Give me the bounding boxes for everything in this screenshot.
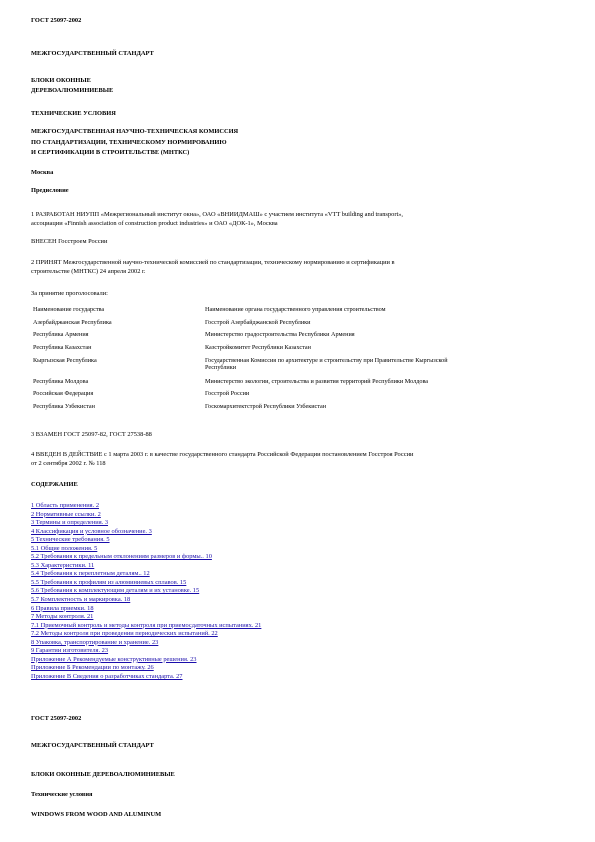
table-cell-body: Министерство экологии, строительства и развития территорий Республики Молдова [205, 377, 429, 385]
preface-heading: Предисловие [31, 187, 69, 194]
table-row [31, 390, 545, 403]
table-cell-body [203, 357, 545, 378]
table-row [31, 378, 545, 391]
document-title-line1: БЛОКИ ОКОННЫЕ [31, 77, 91, 84]
table-cell-state: Республика Армения [33, 331, 89, 339]
table-cell-state: Кыргызская Республика [33, 356, 97, 364]
table-cell-body-line2: Республики [205, 364, 237, 372]
toc-link[interactable]: 1 Область применения. 2 [31, 502, 100, 509]
toc-link[interactable]: 7.2 Методы контроля при проведении периодических испытаний. 22 [31, 630, 218, 638]
table-row [31, 403, 545, 416]
table-cell-state: Республика Казахстан [33, 344, 92, 352]
document-title-line2: ДЕРЕВОАЛЮМИНИЕВЫЕ [31, 87, 114, 94]
footer-english-title: WINDOWS FROM WOOD AND ALUMINUM [31, 811, 162, 818]
voted-label: За принятие проголосовали: [31, 290, 108, 297]
commission-line3: И СЕРТИФИКАЦИИ В СТРОИТЕЛЬСТВЕ (МНТКС) [31, 149, 190, 156]
toc-link[interactable]: 6 Правила приемки. 18 [31, 604, 94, 612]
commission-line2: ПО СТАНДАРТИЗАЦИИ, ТЕХНИЧЕСКОМУ НОРМИРОВАНИЮ [31, 139, 227, 146]
table-cell-state: Республика Молдова [33, 377, 89, 385]
table-cell-body: Госстрой России [205, 390, 250, 398]
table-cell-state: Азербайджанская Республика [33, 318, 112, 326]
footer-gost-number: ГОСТ 25097-2002 [31, 715, 82, 722]
table-header-body: Наименование органа государственного управления строительством [205, 306, 386, 313]
toc-link[interactable]: 5.2 Требования к предельным отклонениям размеров и формы.. 10 [31, 553, 212, 561]
replaced-standards: 3 ВЗАМЕН ГОСТ 25097-82, ГОСТ 27538-88 [31, 431, 152, 438]
preface-p2-line2: строительстве (МНТКС) 24 апреля 2002 г. [31, 268, 146, 275]
toc-heading: СОДЕРЖАНИЕ [31, 481, 78, 488]
preface-p1-line1: 1 РАЗРАБОТАН НИУПП «Межрегиональный институт окна», ОАО «ВНИИДМАШ» с участием института «VTT building and transport», [31, 211, 404, 218]
table-cell-state: Российская Федерация [33, 390, 94, 398]
enacted-line1: 4 ВВЕДЕН В ДЕЙСТВИЕ с 1 марта 2003 г. в качестве государственного стандарта Российской Федерации постановлением Госстроя России [31, 451, 414, 458]
preface-p1-line2: ассоциации «Finnish association of construction product industries» и ОАО «ДОК-1», Москва [31, 220, 278, 227]
toc-link[interactable]: 9 Гарантии изготовителя. 23 [31, 647, 109, 655]
table-cell-body: Госкомархитектстрой Республики Узбекистан [205, 403, 327, 411]
toc-link[interactable]: 5.7 Комплектность и маркировка. 18 [31, 596, 131, 604]
table-cell-body: Казстройкомитет Республики Казахстан [205, 344, 311, 352]
toc-link[interactable]: Приложение В Сведения о разработчиках стандарта. 27 [31, 672, 183, 680]
toc-link[interactable]: 5.5 Требования к профилям из алюминиевых сплавов. 15 [31, 578, 187, 586]
table-of-contents [31, 502, 261, 681]
table-cell-body: Госстрой Азербайджанской Республики [205, 318, 311, 326]
toc-link[interactable]: 7.1 Приемочный контроль и методы контроля при приемосдаточных испытаниях. 21 [31, 621, 262, 629]
toc-link[interactable]: 3 Термины и определения. 3 [31, 519, 109, 527]
table-row [31, 357, 545, 378]
table-cell-state: Республика Узбекистан [33, 403, 95, 411]
voting-table [31, 306, 545, 416]
commission-line1: МЕЖГОСУДАРСТВЕННАЯ НАУЧНО-ТЕХНИЧЕСКАЯ КОМИССИЯ [31, 128, 239, 135]
table-cell-body-line1: Государственная Комиссия по архитектуре и строительству при Правительстве Кыргызской [205, 356, 448, 364]
toc-link[interactable]: 2 Нормативные ссылки. 2 [31, 510, 101, 518]
toc-link[interactable]: 5.6 Требования к комплектующим деталям и их установке. 15 [31, 587, 200, 595]
toc-link[interactable]: 7 Методы контроля. 21 [31, 613, 94, 621]
footer-interstate-standard: МЕЖГОСУДАРСТВЕННЫЙ СТАНДАРТ [31, 742, 154, 749]
toc-link[interactable]: 5.4 Требования к переплетным деталям.. 12 [31, 570, 150, 578]
enacted-line2: от 2 сентября 2002 г. № 118 [31, 460, 106, 467]
toc-link[interactable]: 4 Классификация и условное обозначение. 3 [31, 527, 152, 535]
document-subtitle: ТЕХНИЧЕСКИЕ УСЛОВИЯ [31, 110, 116, 117]
gost-number: ГОСТ 25097-2002 [31, 17, 82, 24]
toc-link[interactable]: Приложение А Рекомендуемые конструктивные решения. 23 [31, 655, 197, 663]
table-row [31, 319, 545, 332]
toc-link[interactable]: 5.1 Общие положения. 5 [31, 544, 98, 552]
city: Москва [31, 169, 54, 176]
toc-link[interactable]: 5 Технические требования. 5 [31, 536, 110, 544]
footer-subtitle: Технические условия [31, 791, 93, 798]
toc-link[interactable]: 8 Упаковка, транспортирование и хранение. 23 [31, 638, 159, 646]
table-row [31, 331, 545, 344]
toc-link[interactable]: 5.3 Характеристики. 11 [31, 561, 95, 569]
table-row [31, 344, 545, 357]
preface-introduced: ВНЕСЕН Госстроем России [31, 238, 108, 245]
table-header-state: Наименование государства [33, 306, 105, 313]
interstate-standard-label: МЕЖГОСУДАРСТВЕННЫЙ СТАНДАРТ [31, 50, 154, 57]
table-cell-body: Министерство градостроительства Республики Армения [205, 331, 355, 339]
preface-p2-line1: 2 ПРИНЯТ Межгосударственной научно-технической комиссией по стандартизации, техническому нормированию и сертификации в [31, 259, 395, 266]
table-header-row [31, 306, 545, 319]
footer-title: БЛОКИ ОКОННЫЕ ДЕРЕВОАЛЮМИНИЕВЫЕ [31, 771, 175, 778]
toc-link[interactable]: Приложение Б Рекомендации по монтажу. 26 [31, 664, 154, 672]
